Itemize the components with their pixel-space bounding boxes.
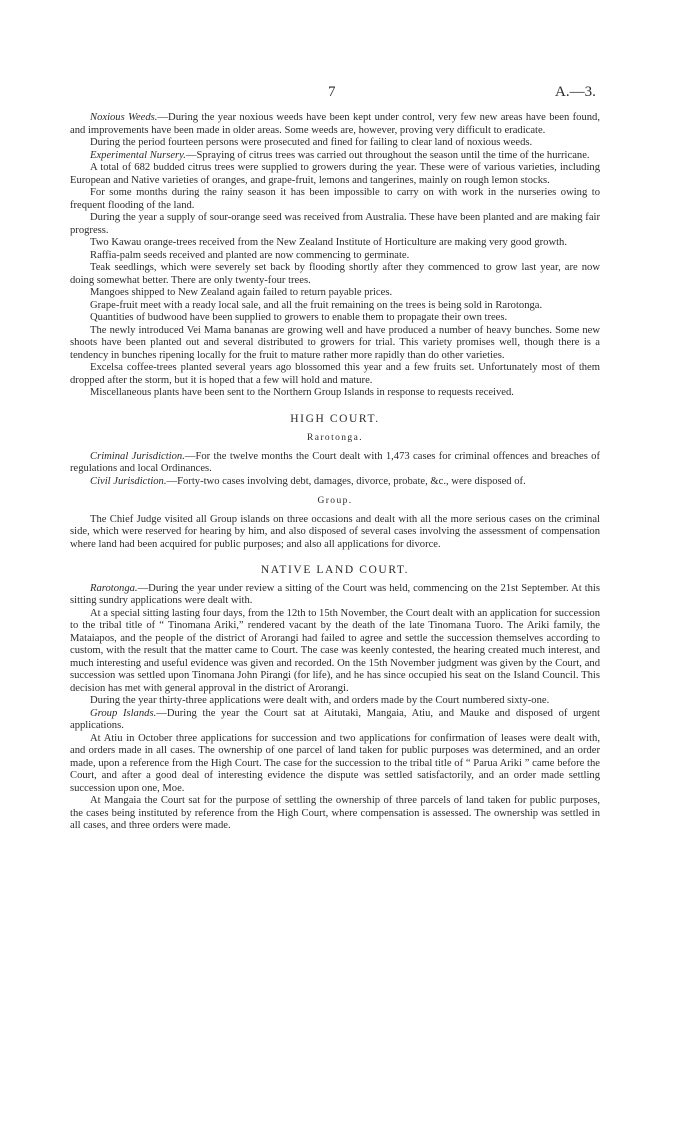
paragraph: Miscellaneous plants have been sent to the Northern Group Islands in response to requests received. xyxy=(90,387,514,398)
paragraph-text: —During the year the Court sat at Aitutaki, Mangaia, Atiu, and Mauke and disposed of urgent applications. xyxy=(70,707,600,731)
paragraph: For some months during the rainy season it has been impossible to carry on with work in the nurseries owing to frequent flooding of the land. xyxy=(70,187,600,211)
paragraph xyxy=(70,708,600,733)
paragraph-text: —Forty-two cases involving debt, damages, divorce, probate, &c., were disposed of. xyxy=(166,475,526,487)
subheading-group: Group. xyxy=(317,496,353,506)
paragraph: At Atiu in October three applications for succession and two applications for confirmation of leases were dealt with, and orders made in all cases. The ownership of one parcel of land taken for public purposes was determined, and an order made, upon a reference from the High Court. The case for the succession to the tribal title of “ Parua Ariki ” came before the Court, and after a good deal of interesting evidence the dispute was settled satisfactorily, and an order made settling succession upon one, Moe. xyxy=(70,732,600,794)
section-heading-native-land-court: NATIVE LAND COURT. xyxy=(260,564,410,576)
paragraph: During the year a supply of sour-orange seed was received from Australia. These have been planted and are making fair progress. xyxy=(70,212,600,236)
paragraph-lead: Civil Jurisdiction. xyxy=(90,475,167,487)
paragraph: Raffia-palm seeds received and planted are now commencing to germinate. xyxy=(90,249,410,261)
paragraph: Quantities of budwood have been supplied to growers to enable them to propagate their own trees. xyxy=(90,312,508,323)
paragraph: Teak seedlings, which were severely set back by flooding shortly after they commenced to grow last year, are now doing somewhat better. There are only twenty-four trees. xyxy=(70,262,600,286)
paragraph: Excelsa coffee-trees planted several years ago blossomed this year and a few fruits set. Unfortunately most of them dropped after the storm, but it is hoped that a few will hold and mature. xyxy=(70,362,600,386)
paragraph: Mangoes shipped to New Zealand again failed to return payable prices. xyxy=(90,287,393,298)
paragraph: At a special sitting lasting four days, from the 12th to 15th November, the Court dealt with an application for succession to the tribal title of “ Tinomana Ariki,” rendered vacant by the death of the late Tinomana Tuoro. The Ariki family, the Mataiapos, and the people of the district of Arorangi had failed to agree and settle the succession themselves according to custom, with the result that the matter came to Court. The case was keenly contested, the hearing created much interest, and much interesting and useful evidence was given and recorded. On the 15th November judgment was given by the Court, and succession was settled upon Tinomana John Pirangi (for life), and he has since occupied his seat on the Island Council. This decision has met with general approval in the district of Arorangi. xyxy=(70,607,600,694)
paragraph: The Chief Judge visited all Group islands on three occasions and dealt with all the more serious cases on the criminal side, which were reserved for hearing by him, and also disposed of several cases involving the assessment of compensation where land had been acquired for public purposes; and also all applications for divorce. xyxy=(70,513,600,550)
paragraph: A total of 682 budded citrus trees were supplied to growers during the year. These were of various varieties, including European and Native varieties of oranges, and grape-fruit, lemons and tangerines, mainly on rough lemon stocks. xyxy=(70,162,600,186)
paragraph-lead: Group Islands. xyxy=(90,707,157,719)
paragraph: During the year thirty-three applications were dealt with, and orders made by the Court numbered sixty-one. xyxy=(90,695,550,706)
paragraph-lead: Rarotonga. xyxy=(90,582,138,594)
paragraph: The newly introduced Vei Mama bananas are growing well and have produced a number of heavy bunches. Some new shoots have been planted out and several distributed to growers for trial. This variety promises well, though there is a tendency in bunches ripening locally for the fruit to mature rather more rapidly than do other varieties. xyxy=(70,324,600,361)
paragraph-text: —During the year noxious weeds have been kept under control, very few new areas have been found, and improvements have been made in older areas. Some weeds are, however, proving very difficult to eradicate. xyxy=(70,112,601,136)
page-reference: A.—3. xyxy=(555,84,596,100)
paragraph-text: —For the twelve months the Court dealt with 1,473 cases for criminal offences and breaches of regulations and local Ordinances. xyxy=(70,450,600,474)
paragraph xyxy=(70,583,600,608)
document-body xyxy=(70,112,600,833)
section-heading-high-court: HIGH COURT. xyxy=(290,412,380,425)
paragraph-text: —During the year under review a sitting of the Court was held, commencing on the 21st September. At this sitting sundry applications were dealt with. xyxy=(70,582,600,606)
paragraph: Two Kawau orange-trees received from the New Zealand Institute of Horticulture are making very good growth. xyxy=(90,237,567,248)
paragraph xyxy=(70,150,600,163)
paragraph: During the period fourteen persons were prosecuted and fined for failing to clear land of noxious weeds. xyxy=(90,137,533,148)
subheading-rarotonga: Rarotonga. xyxy=(307,433,363,443)
paragraph xyxy=(70,476,600,489)
paragraph: Grape-fruit meet with a ready local sale, and all the fruit remaining on the trees is being sold in Rarotonga. xyxy=(90,299,543,311)
paragraph xyxy=(70,112,600,137)
paragraph-text: —Spraying of citrus trees was carried out throughout the season until the time of the hurricane. xyxy=(185,149,590,161)
paragraph-lead: Criminal Jurisdiction. xyxy=(90,450,185,462)
page-number: 7 xyxy=(328,84,336,100)
paragraph xyxy=(70,451,600,476)
paragraph-lead: Experimental Nursery. xyxy=(90,149,186,161)
paragraph: At Mangaia the Court sat for the purpose of settling the ownership of three parcels of land taken for public purposes, the cases being instituted by reference from the High Court, where compensation is assessed. The ownership was settled in all cases, and three orders were made. xyxy=(70,795,600,831)
paragraph-lead: Noxious Weeds. xyxy=(90,112,158,123)
